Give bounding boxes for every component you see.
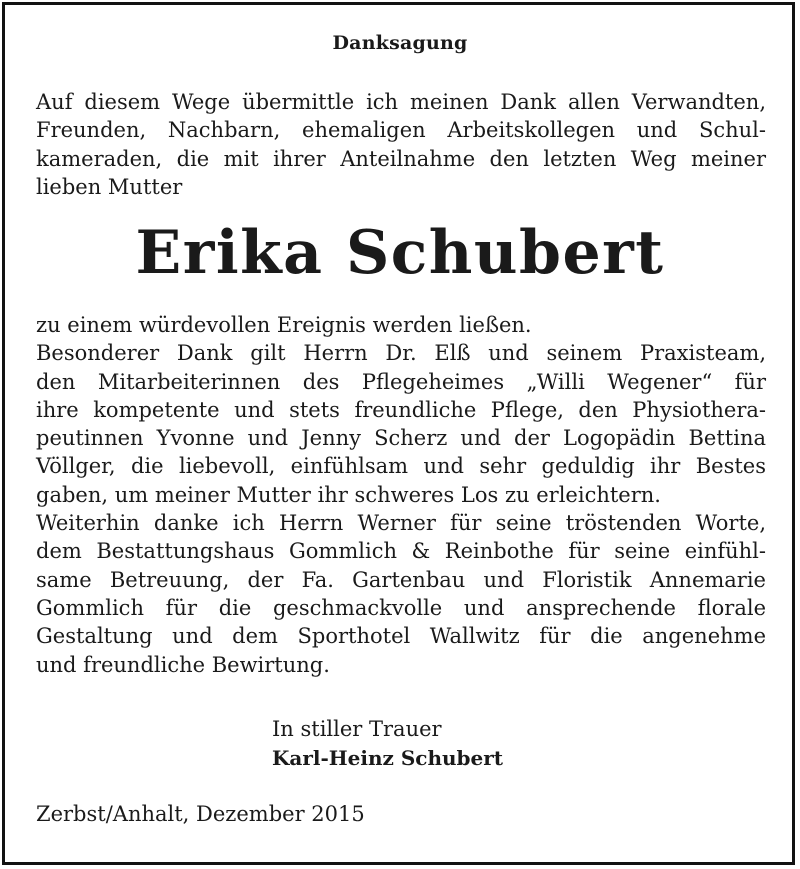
deceased-name: Erika Schubert [135,218,665,288]
body-line: und freundliche Bewirtung. [36,652,330,677]
body-line: dem Bestattungshaus Gommlich & Reinbothe für seine einfühl- [36,539,766,564]
body-line: den Mitarbeiterinnen des Pflegeheimes „Willi Wegener“ für [36,369,766,394]
intro-line: lieben Mutter [36,174,183,199]
intro-line: Auf diesem Wege übermittle ich meinen Dank allen Verwandten, [36,90,766,114]
notice-heading: Danksagung [332,32,468,54]
body-line: same Betreuung, der Fa. Gartenbau und Floristik Annemarie [36,567,766,592]
intro-line: kameraden, die mit ihrer Anteilnahme den letzten Weg meiner [36,146,766,171]
mourning-label: In stiller Trauer [272,717,442,741]
body-paragraph [36,311,766,679]
body-line: Gestaltung und dem Sporthotel Wallwitz für die angenehme [36,624,766,649]
place-date: Zerbst/Anhalt, Dezember 2015 [36,802,365,826]
signer-name: Karl-Heinz Schubert [272,746,504,770]
body-line: gaben, um meiner Mutter ihr schweres Los zu erleichtern. [36,482,661,507]
body-line: Gommlich für die geschmackvolle und ansprechende florale [36,595,766,620]
body-line: Völlger, die liebevoll, einfühlsam und sehr geduldig ihr Bestes [36,454,766,479]
body-line: Weiterhin danke ich Herrn Werner für seine tröstenden Worte, [36,511,766,536]
intro-line: Freunden, Nachbarn, ehemaligen Arbeitskollegen und Schul- [36,118,766,143]
body-line: Besonderer Dank gilt Herrn Dr. Elß und seinem Praxisteam, [36,341,766,366]
intro-paragraph [36,88,766,201]
body-line: zu einem würdevollen Ereignis werden ließen. [36,313,532,337]
body-line: ihre kompetente und stets freundliche Pflege, den Physiothera- [36,397,766,422]
body-line: peutinnen Yvonne und Jenny Scherz und der Logopädin Bettina [36,426,766,451]
mourning-block [272,715,503,773]
